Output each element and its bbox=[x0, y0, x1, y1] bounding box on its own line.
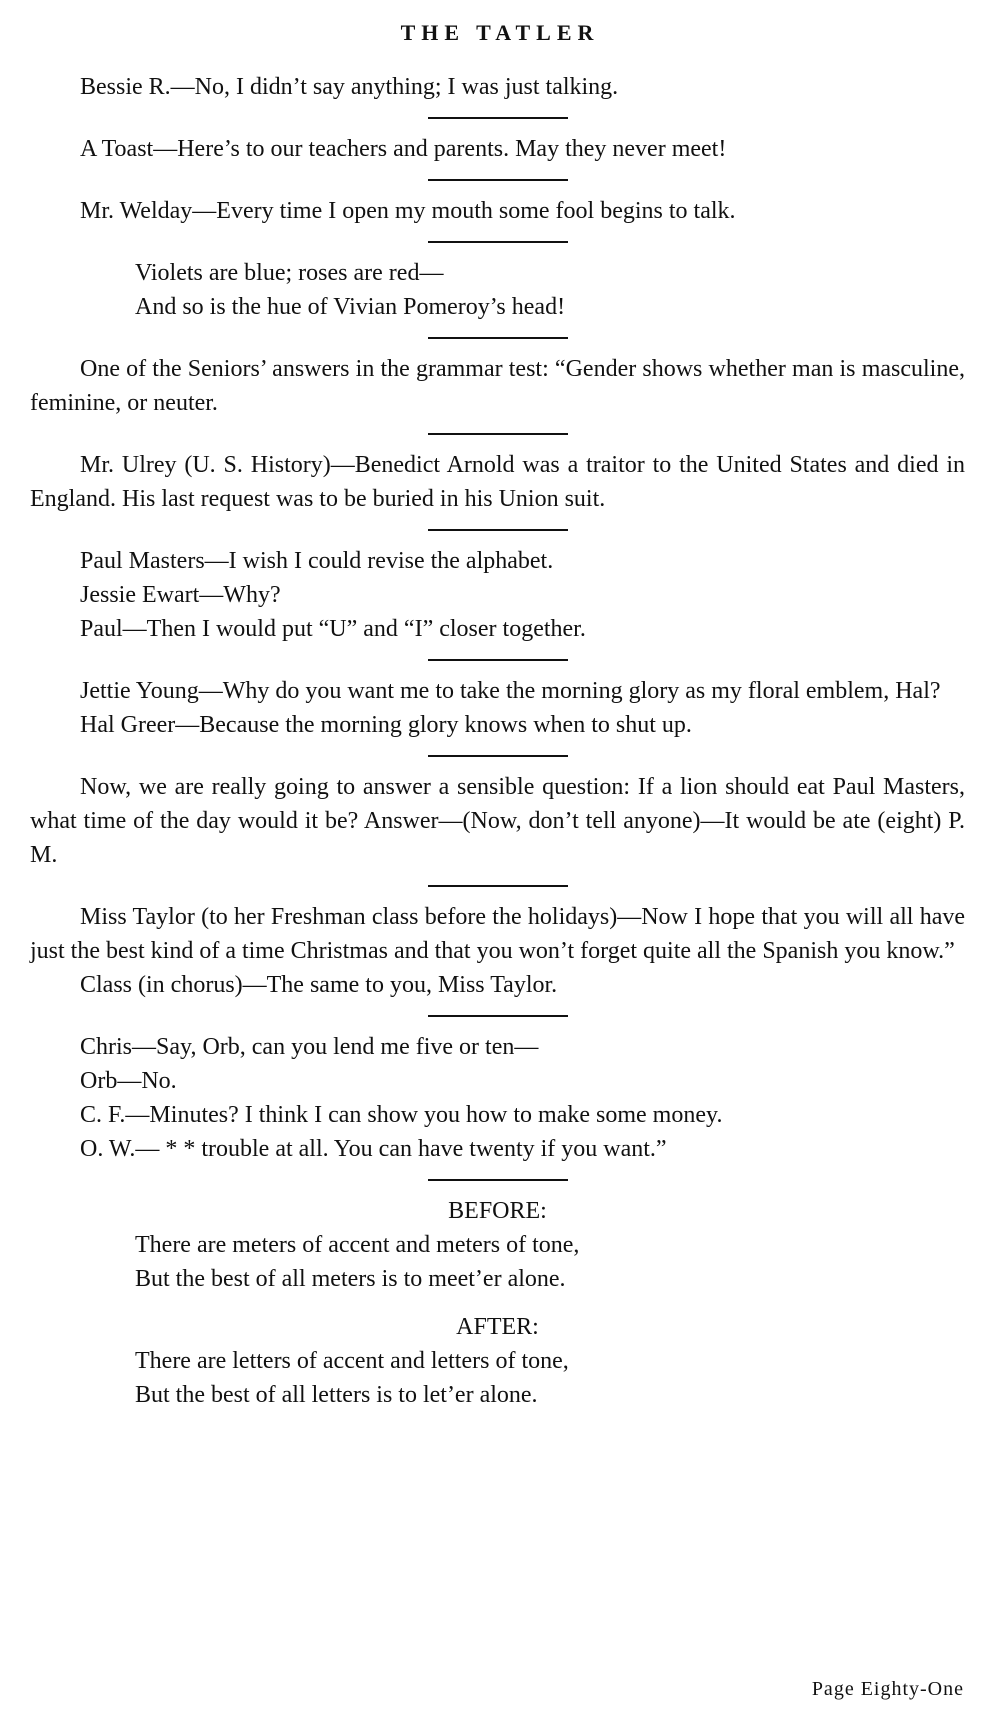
divider bbox=[428, 241, 568, 243]
divider bbox=[428, 179, 568, 181]
violets-line-2: And so is the hue of Vivian Pomeroy’s head! bbox=[135, 294, 566, 320]
joke-orb-line-4: O. W.— * * trouble at all. You can have twenty if you want.” bbox=[80, 1136, 667, 1162]
joke-bessie: Bessie R.—No, I didn’t say anything; I was just talking. bbox=[80, 74, 619, 100]
divider bbox=[428, 755, 568, 757]
page-header: THE TATLER bbox=[400, 20, 600, 45]
joke-alphabet-line-2: Jessie Ewart—Why? bbox=[80, 582, 281, 608]
violets-line-1: Violets are blue; roses are red— bbox=[135, 260, 444, 286]
joke-ulrey: Mr. Ulrey (U. S. History)—Benedict Arnold was a traitor to the United States and died in England. His last request was to be buried in his Union suit. bbox=[30, 452, 965, 512]
joke-alphabet-line-1: Paul Masters—I wish I could revise the alphabet. bbox=[80, 548, 554, 574]
joke-welday: Mr. Welday—Every time I open my mouth some fool begins to talk. bbox=[80, 198, 736, 224]
divider bbox=[428, 337, 568, 339]
divider bbox=[428, 885, 568, 887]
joke-taylor-line-2: Class (in chorus)—The same to you, Miss Taylor. bbox=[80, 972, 558, 998]
divider bbox=[428, 1179, 568, 1181]
joke-taylor-line-1: Miss Taylor (to her Freshman class before the holidays)—Now I hope that you will all have just the best kind of a time Christmas and that you won’t forget quite all the Spanish you know.” bbox=[30, 904, 965, 964]
before-line-1: There are meters of accent and meters of tone, bbox=[135, 1232, 580, 1258]
divider bbox=[428, 529, 568, 531]
page-number: Page Eighty-One bbox=[811, 1678, 964, 1700]
divider bbox=[428, 1015, 568, 1017]
after-line-2: But the best of all letters is to let’er alone. bbox=[135, 1382, 538, 1408]
joke-morning-glory-line-1: Jettie Young—Why do you want me to take the morning glory as my floral emblem, Hal? bbox=[80, 678, 941, 704]
before-title: BEFORE: bbox=[448, 1198, 547, 1224]
joke-alphabet-line-3: Paul—Then I would put “U” and “I” closer together. bbox=[80, 616, 586, 642]
divider bbox=[428, 659, 568, 661]
after-line-1: There are letters of accent and letters of tone, bbox=[135, 1348, 569, 1374]
divider bbox=[428, 117, 568, 119]
joke-lion: Now, we are really going to answer a sensible question: If a lion should eat Paul Masters, what time of the day would it be? Answer—(Now, don’t tell anyone)—It would be ate (eight) P. M. bbox=[30, 774, 965, 868]
before-line-2: But the best of all meters is to meet’er alone. bbox=[135, 1266, 566, 1292]
after-title: AFTER: bbox=[456, 1314, 539, 1340]
joke-orb-line-1: Chris—Say, Orb, can you lend me five or ten— bbox=[80, 1034, 539, 1060]
content bbox=[30, 70, 965, 1412]
joke-orb-line-3: C. F.—Minutes? I think I can show you how to make some money. bbox=[80, 1102, 723, 1128]
joke-toast: A Toast—Here’s to our teachers and parents. May they never meet! bbox=[80, 136, 727, 162]
spacer bbox=[30, 1296, 965, 1310]
divider bbox=[428, 433, 568, 435]
joke-orb-line-2: Orb—No. bbox=[80, 1068, 177, 1094]
joke-morning-glory-line-2: Hal Greer—Because the morning glory knows when to shut up. bbox=[80, 712, 692, 738]
joke-grammar-test: One of the Seniors’ answers in the grammar test: “Gender shows whether man is masculine, feminine, or neuter. bbox=[30, 356, 965, 416]
